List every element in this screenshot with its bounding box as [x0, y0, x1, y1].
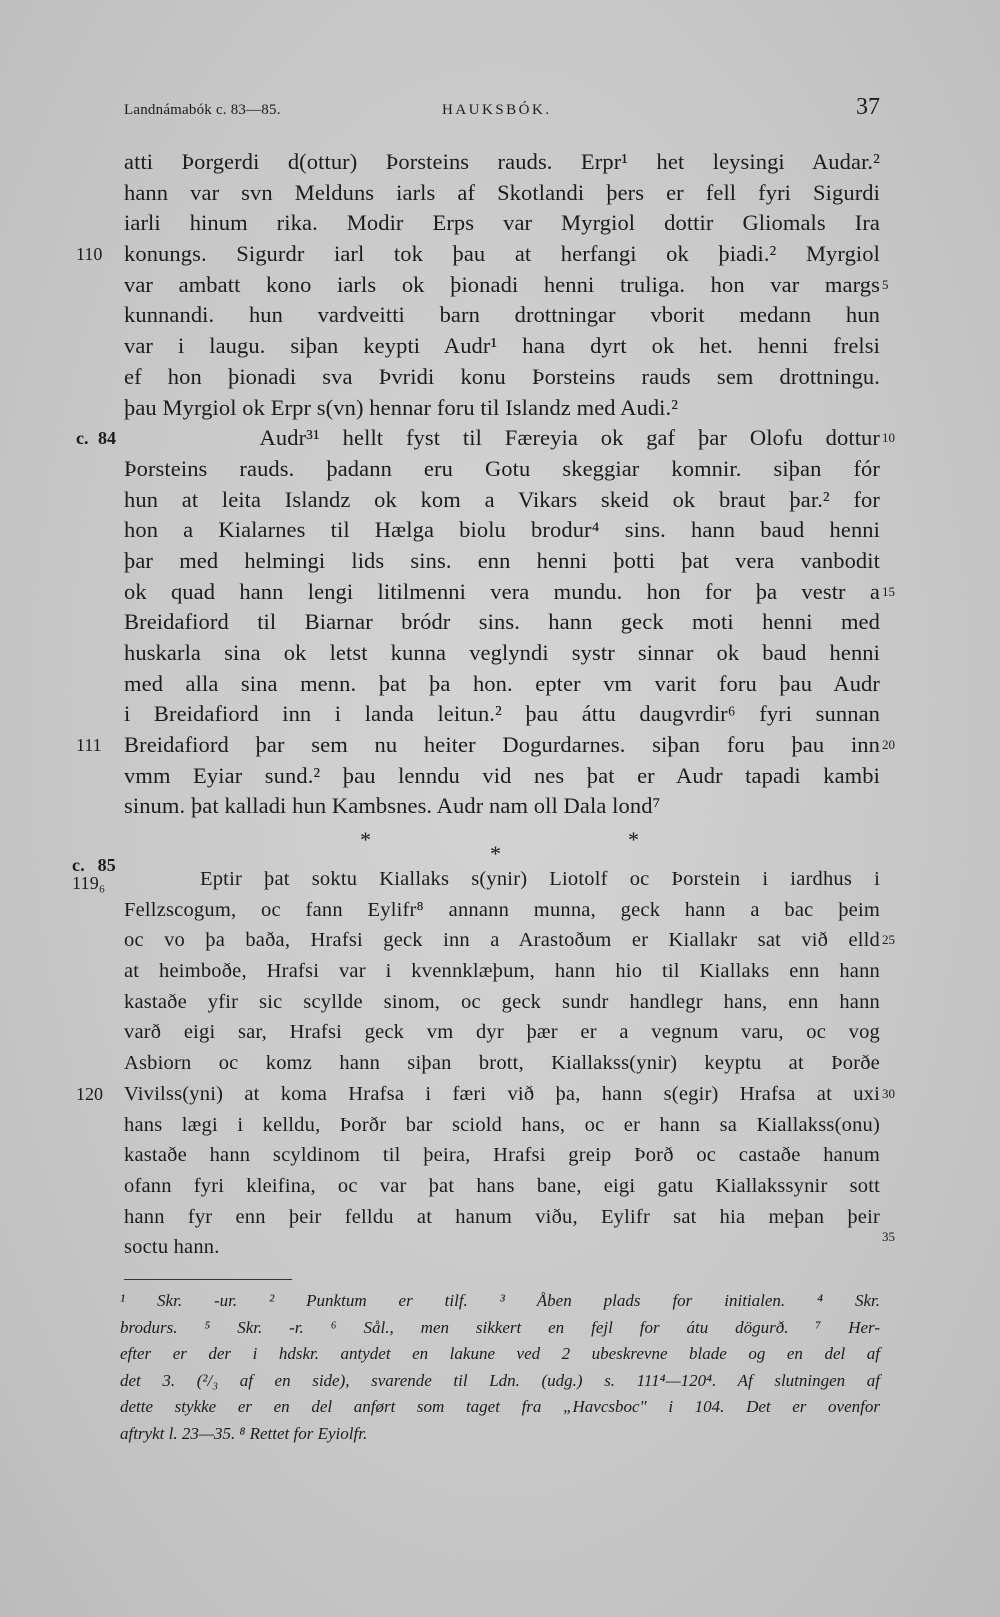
- text-line: 111 Breidafiord þar sem nu heiter Dogurdarnes. siþan foru þau inn 20: [124, 730, 880, 761]
- text-line: iarli hinum rika. Modir Erps var Myrgiol dottir Gliomals Ira: [124, 210, 880, 236]
- footnote-line: ¹ Skr. -ur. ² Punktum er tilf. ³ Åben plads for initialen. ⁴ Skr.: [120, 1291, 880, 1310]
- text-line: var ambatt kono iarls ok þionadi henni truliga. hon var margs 5: [124, 270, 880, 301]
- margin-line-number: 10: [882, 430, 895, 446]
- margin-line-number: 120: [76, 1083, 103, 1104]
- text-line: Fellzscogum, oc fann Eylifr⁸ annann munna, geck hann a bac þeim: [124, 898, 880, 921]
- text-line: i Breidafiord inn i landa leitun.² þau áttu daugvrdir⁶ fyri sunnan: [124, 701, 880, 727]
- text-line: Asbiorn oc komz hann siþan brott, Kiallakss(ynir) keyptu at Þorðe: [124, 1052, 880, 1075]
- running-header: [124, 94, 880, 134]
- text-line: kastaðe hann scyldinom til þeira, Hrafsi greip Þorð oc castaðe hanum: [124, 1144, 880, 1167]
- asterisk: *: [490, 841, 501, 866]
- text-line: vmm Eyiar sund.² þau lenndu vid nes þat er Audr tapadi kambi: [124, 762, 880, 788]
- margin-line-number: 30: [882, 1085, 895, 1101]
- text-line: 110 konungs. Sigurdr iarl tok þau at herfangi ok þiadi.² Myrgiol: [124, 239, 880, 270]
- text-line: hann fyr enn þeir felldu at hanum viðu, Eylifr sat hia meþan þeir: [124, 1205, 880, 1228]
- footnotes: [120, 1288, 880, 1447]
- footnote-line: brodurs. ⁵ Skr. -r. ⁶ Sål., men sikkert en fejl for átu dögurð. ⁷ Her-: [120, 1317, 880, 1337]
- footnote-line: aftrykt l. 23—35. ⁸ Rettet for Eyiolfr.: [120, 1423, 368, 1443]
- text-line: 120 Vivilss(yni) at koma Hrafsa i færi við þa, hann s(egir) Hrafsa at uxi 30: [124, 1079, 880, 1110]
- text-line: soctu hann. 35: [124, 1232, 880, 1263]
- text-line: sinum. þat kalladi hun Kambsnes. Audr nam oll Dala lond⁷: [124, 793, 661, 819]
- main-text-section-1: [76, 147, 895, 822]
- margin-chapter-marker: c. 85 119₆: [72, 855, 116, 893]
- margin-line-number: 15: [882, 583, 895, 599]
- margin-line-number: 35: [882, 1229, 895, 1245]
- text-line: hun at leita Islandz ok kom a Vikars skeid ok braut þar.² for: [124, 486, 880, 512]
- text-line: at heimboðe, Hrafsi var i kvennklæþum, hann hio til Kiallaks enn hann: [124, 960, 880, 983]
- text-line: hann var svn Melduns iarls af Skotlandi þers er fell fyri Sigurdi: [124, 179, 880, 205]
- margin-chapter-marker: c. 84: [76, 428, 116, 449]
- footnote-line: det 3. (²/₃ af en side), svarende til Ldn. (udg.) s. 111⁴—120⁴. Af slutningen af: [120, 1370, 880, 1390]
- text-line: ofann fyri kleifina, oc var þat hans bane, eigi gatu Kiallakssynir sott: [124, 1174, 880, 1197]
- text-line: atti Þorgerdi d(ottur) Þorsteins rauds. Erpr¹ het leysingi Audar.²: [124, 149, 880, 174]
- margin-line-number: 25: [882, 932, 895, 948]
- text-line: ok quad hann lengi litilmenni vera mundu. hon for þa vestr a 15: [124, 577, 880, 608]
- text-line: Þorsteins rauds. þadann eru Gotu skeggiar komnir. siþan fór: [124, 455, 880, 481]
- text-line: kastaðe yfir sic scyllde sinom, oc geck sundr handlegr hans, enn hann: [124, 990, 880, 1013]
- text-line: þau Myrgiol ok Erpr s(vn) hennar foru til Islandz med Audi.²: [124, 394, 679, 420]
- margin-line-number: 110: [76, 244, 103, 265]
- text-line: ef hon þionadi sva Þvridi konu Þorsteins rauds sem drottningu.: [124, 363, 880, 389]
- text-line: kunnandi. hun vardveitti barn drottningar vborit medann hun: [124, 302, 880, 328]
- header-title: HAUKSBÓK.: [442, 102, 552, 118]
- text-line: varð eigi sar, Hrafsi geck vm dyr þær er a vegnum varu, oc vog: [124, 1021, 880, 1044]
- section-separator-asterisks: [124, 827, 880, 867]
- main-text-section-2: [72, 855, 895, 1263]
- footnote-line: efter er der i hdskr. antydet en lakune ved 2 ubeskrevne blade og en del af: [120, 1344, 880, 1363]
- text-line: Breidafiord til Biarnar bródr sins. hann geck moti henni med: [124, 609, 880, 635]
- footnote-divider: [124, 1279, 292, 1280]
- text-line: hans lægi i kelldu, Þorðr bar sciold hans, oc er hann sa Kiallakss(onu): [124, 1113, 880, 1136]
- text-line: med alla sina menn. þat þa hon. epter vm varit foru þau Audr: [124, 670, 880, 696]
- text-line: þar med helmingi lids sins. enn henni þotti þat vera vanbodit: [124, 547, 880, 573]
- text-line: c. 84 Audr³¹ hellt fyst til Færeyia ok gaf þar Olofu dottur 10: [124, 423, 880, 454]
- header-section-reference: Landnámabók c. 83—85.: [124, 102, 281, 118]
- page-number: 37: [856, 94, 880, 120]
- margin-line-number: 111: [76, 735, 102, 756]
- text-line: var i laugu. siþan keypti Audr¹ hana dyrt ok het. henni frelsi: [124, 333, 880, 359]
- text-line: oc vo þa baðа, Hrafsi geck inn a Arastoðum er Kiallakr sat við elld 25: [124, 925, 880, 956]
- text-line: c. 85 119₆ Eptir þat soktu Kiallaks s(ynir) Liotolf oc Þorstein i iardhus i: [72, 855, 880, 893]
- text-line: huskarla sina ok letst kunna veglyndi systr sinnar ok baud henni: [124, 640, 880, 665]
- footnote-line: dette stykke er en del anført som taget fra „Havcsboc" i 104. Det er ovenfor: [120, 1397, 880, 1416]
- asterisk: *: [628, 827, 639, 852]
- text-line: hon a Kialarnes til Hælga biolu brodur⁴ sins. hann baud henni: [124, 517, 880, 543]
- margin-line-number: 20: [882, 737, 895, 753]
- margin-line-number: 5: [882, 276, 889, 292]
- asterisk: *: [360, 827, 371, 852]
